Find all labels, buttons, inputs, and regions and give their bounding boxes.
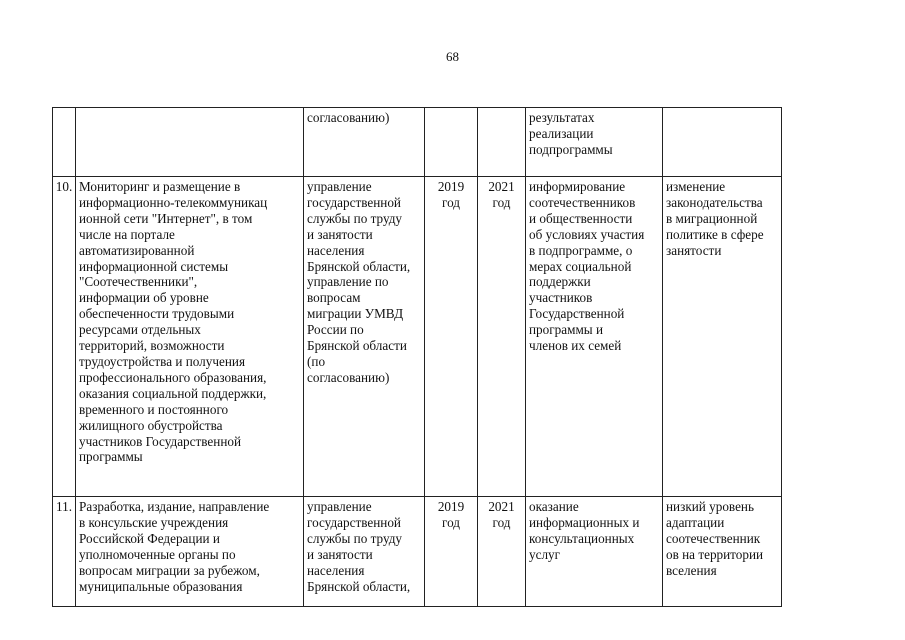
text-line: жилищного обустройства <box>79 417 223 433</box>
text-line: 2021 <box>488 179 515 194</box>
executor-cell <box>304 497 425 607</box>
text-line: автоматизированной <box>79 242 195 258</box>
end-year-cell <box>478 497 526 607</box>
measure-cell <box>76 108 304 177</box>
text-line: населения <box>307 242 365 258</box>
text-line: временного и постоянного <box>79 401 229 417</box>
text-line: политике в сфере <box>666 226 764 242</box>
text-line: Российской Федерации и <box>79 530 220 546</box>
text-line: вселения <box>666 562 717 578</box>
text-line: соотечественников <box>529 194 636 210</box>
text-line: и занятости <box>307 546 373 562</box>
text-line: ов на территории <box>666 546 764 562</box>
text-line: профессионального образования, <box>79 369 267 385</box>
text-line: службы по труду <box>307 530 403 546</box>
text-line: государственной <box>307 514 401 530</box>
text-line: адаптации <box>666 514 725 530</box>
text-line: уполномоченные органы по <box>79 546 236 562</box>
page-number: 68 <box>446 49 459 64</box>
consequence-cell <box>663 108 782 177</box>
text-line: населения <box>307 562 365 578</box>
text-line: год <box>441 514 460 530</box>
text-line: информационной системы <box>79 258 229 274</box>
text-line: Государственной <box>529 306 625 322</box>
text-line: управление <box>307 499 372 514</box>
text-line: информационно-телекоммуникац <box>79 194 268 210</box>
text-line: и общественности <box>529 210 633 226</box>
text-line: России по <box>307 322 364 338</box>
text-line: в консульские учреждения <box>79 514 229 530</box>
text-line: информационных и <box>529 514 640 530</box>
text-line: управление по <box>307 274 389 290</box>
text-line: год <box>441 194 460 210</box>
text-line: обеспеченности трудовыми <box>79 306 235 322</box>
text-line: информирование <box>529 179 626 194</box>
measures-table <box>52 107 782 607</box>
start-year-cell <box>425 108 478 177</box>
text-line: подпрограммы <box>529 141 613 157</box>
end-year-cell <box>478 108 526 177</box>
executor-cell <box>304 108 425 177</box>
result-cell <box>526 108 663 177</box>
table-row <box>53 177 782 497</box>
text-line: согласованию) <box>307 110 390 125</box>
consequence-cell <box>663 177 782 497</box>
text-line: числе на портале <box>79 226 175 242</box>
consequence-cell <box>663 497 782 607</box>
text-line: низкий уровень <box>666 499 754 514</box>
row-number-cell: 10. <box>53 177 76 497</box>
text-line: программы и <box>529 322 604 338</box>
text-line: реализации <box>529 125 594 141</box>
text-line: участников Государственной <box>79 433 242 449</box>
text-line: территорий, возможности <box>79 338 225 354</box>
text-line: занятости <box>666 242 722 258</box>
start-year-cell <box>425 177 478 497</box>
text-line: в подпрограмме, о <box>529 242 633 258</box>
text-line: Брянской области <box>307 338 407 354</box>
text-line: Брянской области, <box>307 258 411 274</box>
text-line: членов их семей <box>529 338 622 354</box>
text-line: изменение <box>666 179 726 194</box>
result-cell <box>526 497 663 607</box>
result-cell <box>526 177 663 497</box>
text-line: 2019 <box>437 499 465 514</box>
text-line: год <box>492 194 511 210</box>
text-line: услуг <box>529 546 561 562</box>
text-line: оказание <box>529 499 579 514</box>
table-row <box>53 497 782 607</box>
row-number-cell <box>53 108 76 177</box>
text-line: муниципальные образования <box>79 578 243 594</box>
table-row <box>53 108 782 177</box>
text-line: год <box>492 514 511 530</box>
text-line: вопросам миграции за рубежом, <box>79 562 260 578</box>
start-year-cell <box>425 497 478 607</box>
text-line: согласованию) <box>307 369 390 385</box>
text-line: миграции УМВД <box>307 306 404 322</box>
text-line: результатах <box>529 110 595 125</box>
text-line: и занятости <box>307 226 373 242</box>
text-line: консультационных <box>529 530 635 546</box>
text-line: оказания социальной поддержки, <box>79 385 267 401</box>
end-year-cell <box>478 177 526 497</box>
text-line: в миграционной <box>666 210 758 226</box>
text-line: законодательства <box>666 194 763 210</box>
text-line: ресурсами отдельных <box>79 322 201 338</box>
row-number-cell: 11. <box>53 497 76 607</box>
text-line: мерах социальной <box>529 258 632 274</box>
text-line: трудоустройства и получения <box>79 353 246 369</box>
text-line: вопросам <box>307 290 361 306</box>
text-line: (по <box>307 353 326 369</box>
text-line: 2019 <box>437 179 465 194</box>
text-line: управление <box>307 179 372 194</box>
text-line: об условиях участия <box>529 226 645 242</box>
measure-cell <box>76 497 304 607</box>
executor-cell <box>304 177 425 497</box>
measure-cell <box>76 177 304 497</box>
text-line: ионной сети "Интернет", в том <box>79 210 253 226</box>
text-line: соотечественник <box>666 530 761 546</box>
text-line: Мониторинг и размещение в <box>79 179 241 194</box>
text-line: государственной <box>307 194 401 210</box>
text-line: программы <box>79 449 143 465</box>
text-line: Разработка, издание, направление <box>79 499 270 514</box>
text-line: поддержки <box>529 274 591 290</box>
text-line: "Соотечественники", <box>79 274 198 290</box>
text-line: службы по труду <box>307 210 403 226</box>
text-line: информации об уровне <box>79 290 209 306</box>
text-line: участников <box>529 290 593 306</box>
text-line: 2021 <box>488 499 515 514</box>
text-line: Брянской области, <box>307 578 411 594</box>
